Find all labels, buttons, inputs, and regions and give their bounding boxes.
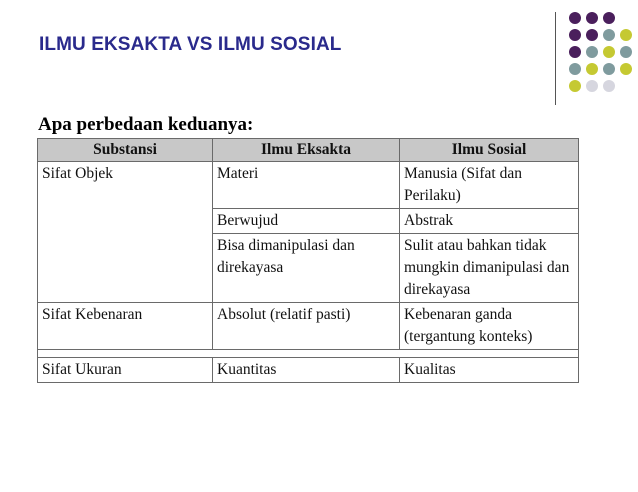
decor-dot [569, 63, 581, 75]
table-row [38, 162, 579, 209]
table-cell: Abstrak [400, 209, 579, 234]
decor-dot [620, 29, 632, 41]
decor-dot [569, 46, 581, 58]
decor-dot [569, 29, 581, 41]
decor-dot [586, 12, 598, 24]
table-cell: Kebenaran ganda (tergantung konteks) [400, 303, 579, 350]
decorative-divider [555, 12, 556, 105]
decor-dot [586, 29, 598, 41]
column-header: Substansi [38, 139, 213, 162]
decor-dot [620, 46, 632, 58]
table-caption: Apa perbedaan keduanya: [38, 114, 254, 135]
table-cell: Kualitas [400, 358, 579, 383]
column-header: Ilmu Sosial [400, 139, 579, 162]
table-cell: Berwujud [213, 209, 400, 234]
table-cell: Kuantitas [213, 358, 400, 383]
decor-dot [603, 80, 615, 92]
table-cell: Bisa dimanipulasi dan direkayasa [213, 234, 400, 303]
table-spacer-row [38, 350, 579, 358]
decor-dot [620, 63, 632, 75]
table-row [38, 303, 579, 350]
table-cell: Absolut (relatif pasti) [213, 303, 400, 350]
table-cell: Materi [213, 162, 400, 209]
table-spacer-cell [38, 350, 213, 358]
table-cell: Sifat Ukuran [38, 358, 213, 383]
decor-dot [603, 29, 615, 41]
table-cell: Sulit atau bahkan tidak mungkin dimanipulasi dan direkayasa [400, 234, 579, 303]
decor-dot [586, 63, 598, 75]
table-header-row [38, 139, 579, 162]
table-spacer-cell [213, 350, 400, 358]
decor-dot [603, 12, 615, 24]
comparison-table [37, 138, 579, 383]
decor-dot [603, 63, 615, 75]
decor-dot [569, 80, 581, 92]
decor-dot [603, 46, 615, 58]
table-spacer-cell [400, 350, 579, 358]
table-cell: Manusia (Sifat dan Perilaku) [400, 162, 579, 209]
column-header: Ilmu Eksakta [213, 139, 400, 162]
table-cell: Sifat Kebenaran [38, 303, 213, 350]
table-cell: Sifat Objek [38, 162, 213, 303]
decor-dot [586, 80, 598, 92]
decor-dot [569, 12, 581, 24]
table-row [38, 358, 579, 383]
slide-title: ILMU EKSAKTA VS ILMU SOSIAL [39, 34, 342, 55]
decor-dot [586, 46, 598, 58]
